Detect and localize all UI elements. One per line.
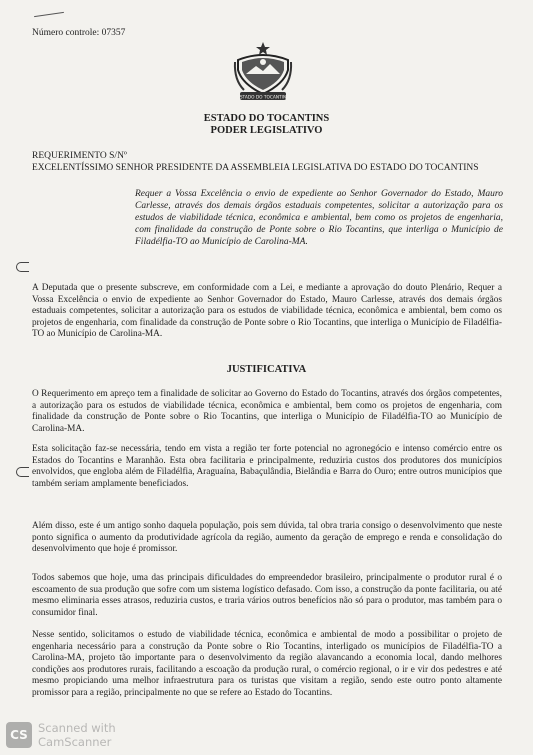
request-number: REQUERIMENTO S/Nº	[32, 151, 127, 161]
staple-mark	[16, 262, 29, 272]
camscanner-logo-icon: CS	[6, 722, 32, 748]
svg-text:ESTADO DO TOCANTINS: ESTADO DO TOCANTINS	[237, 95, 289, 101]
staple-mark	[16, 467, 29, 477]
control-number: Número controle: 07357	[32, 28, 126, 38]
justification-paragraph: O Requerimento em apreço tem a finalidade de solicitar ao Governo do Estado do Tocantins, através dos órgãos competentes, a autorização para os estudos de viabilidade técnica, econômica e ambiental, bem como os projetos de engenharia, com finalidade da construção de Ponte sobre o Rio Tocantins, que interliga o Município de Filadélfia-TO ao Município de Carolina-MA.	[32, 389, 502, 434]
request-heading	[32, 151, 502, 174]
branch-heading: PODER LEGISLATIVO	[210, 125, 323, 136]
justification-paragraph: Todos sabemos que hoje, uma das principais dificuldades do empreendedor brasileiro, principalmente o produtor rural é o escoamento de sua produção que sofre com um sistema logístico defasado. Com isso, a construção da ponte facilitaria, ou até mesmo eliminaria esses atrasos, reduziria custos, e traria vários outros benefícios não só para o produtor, mas também para o consumidor final.	[32, 573, 502, 618]
justification-paragraph: Nesse sentido, solicitamos o estudo de viabilidade técnica, econômica e ambiental de modo a possibilitar o projeto de engenharia necessário para a construção da Ponte sobre o Rio Tocantins, interligado os municípios de Filadélfia-TO a Carolina-MA, projeto tão importante para o desenvolvimento da região alavancando a economia local, dando melhores condições aos produtores rurais, facilitando a escoação da produção rural, o comércio regional, o ir e vir dos pedestres e até mesmo propiciando uma melhor infraestrutura para os turistas que visitam a região, sendo este outro ponto altamente promissor para a região, principalmente no que se refere ao Estado do Tocantins.	[32, 630, 502, 698]
body-paragraph: A Deputada que o presente subscreve, em conformidade com a Lei, e mediante a aprovação do douto Plenário, Requer a Vossa Excelência o envio de expediente ao Senhor Governador do Estado, Mauro Carlesse, através dos demais órgãos estaduais competentes, solicitar a autorização para os estudos de viabilidade técnica, econômica e ambiental, bem como os projetos de engenharia, com finalidade da construção de Ponte sobre o Rio Tocantins, que interliga o Município de Filadélfia-TO ao Município de Carolina-MA.	[32, 283, 502, 339]
justification-title: JUSTIFICATIVA	[226, 364, 307, 375]
state-seal-icon	[232, 40, 294, 106]
watermark-text: Scanned with CamScanner	[38, 721, 116, 749]
scanner-watermark	[2, 718, 142, 752]
request-summary: Requer a Vossa Excelência o envio de expediente ao Senhor Governador do Estado, Mauro Carlesse, através dos demais órgãos estaduais competentes, solicitar a autorização para os estudos de viabilidade técnica, econômica e ambiental, bem como os projetos de engenharia, com finalidade da construção de Ponte sobre o Rio Tocantins, que interliga o Município de Filadélfia-TO ao Município de Carolina-MA.	[135, 189, 503, 247]
pen-mark	[34, 12, 64, 17]
justification-paragraph: Esta solicitação faz-se necessária, tendo em vista a região ter forte potencial no agronegócio e intenso comércio entre os Estados do Tocantins e Maranhão. Esta obra facilitaria e principalmente, reduziria custos dos produtores dos municípios envolvidos, que engloba além de Filadélfia, Araguaína, Babaçulândia, Bielândia e Barra do Ouro; entre outros municípios que também seriam amplamente beneficiados.	[32, 444, 502, 489]
request-addressee: EXCELENTÍSSIMO SENHOR PRESIDENTE DA ASSEMBLEIA LEGISLATIVA DO ESTADO DO TOCANTINS	[32, 162, 479, 173]
justification-paragraph: Além disso, este é um antigo sonho daquela população, pois sem dúvida, tal obra traria consigo o desenvolvimento que neste ponto significa o aumento da produtividade agrícola da região, aumento da geração de emprego e renda e consolidação do desenvolvimento que hoje é promissor.	[32, 521, 502, 554]
state-heading: ESTADO DO TOCANTINS	[203, 113, 330, 124]
